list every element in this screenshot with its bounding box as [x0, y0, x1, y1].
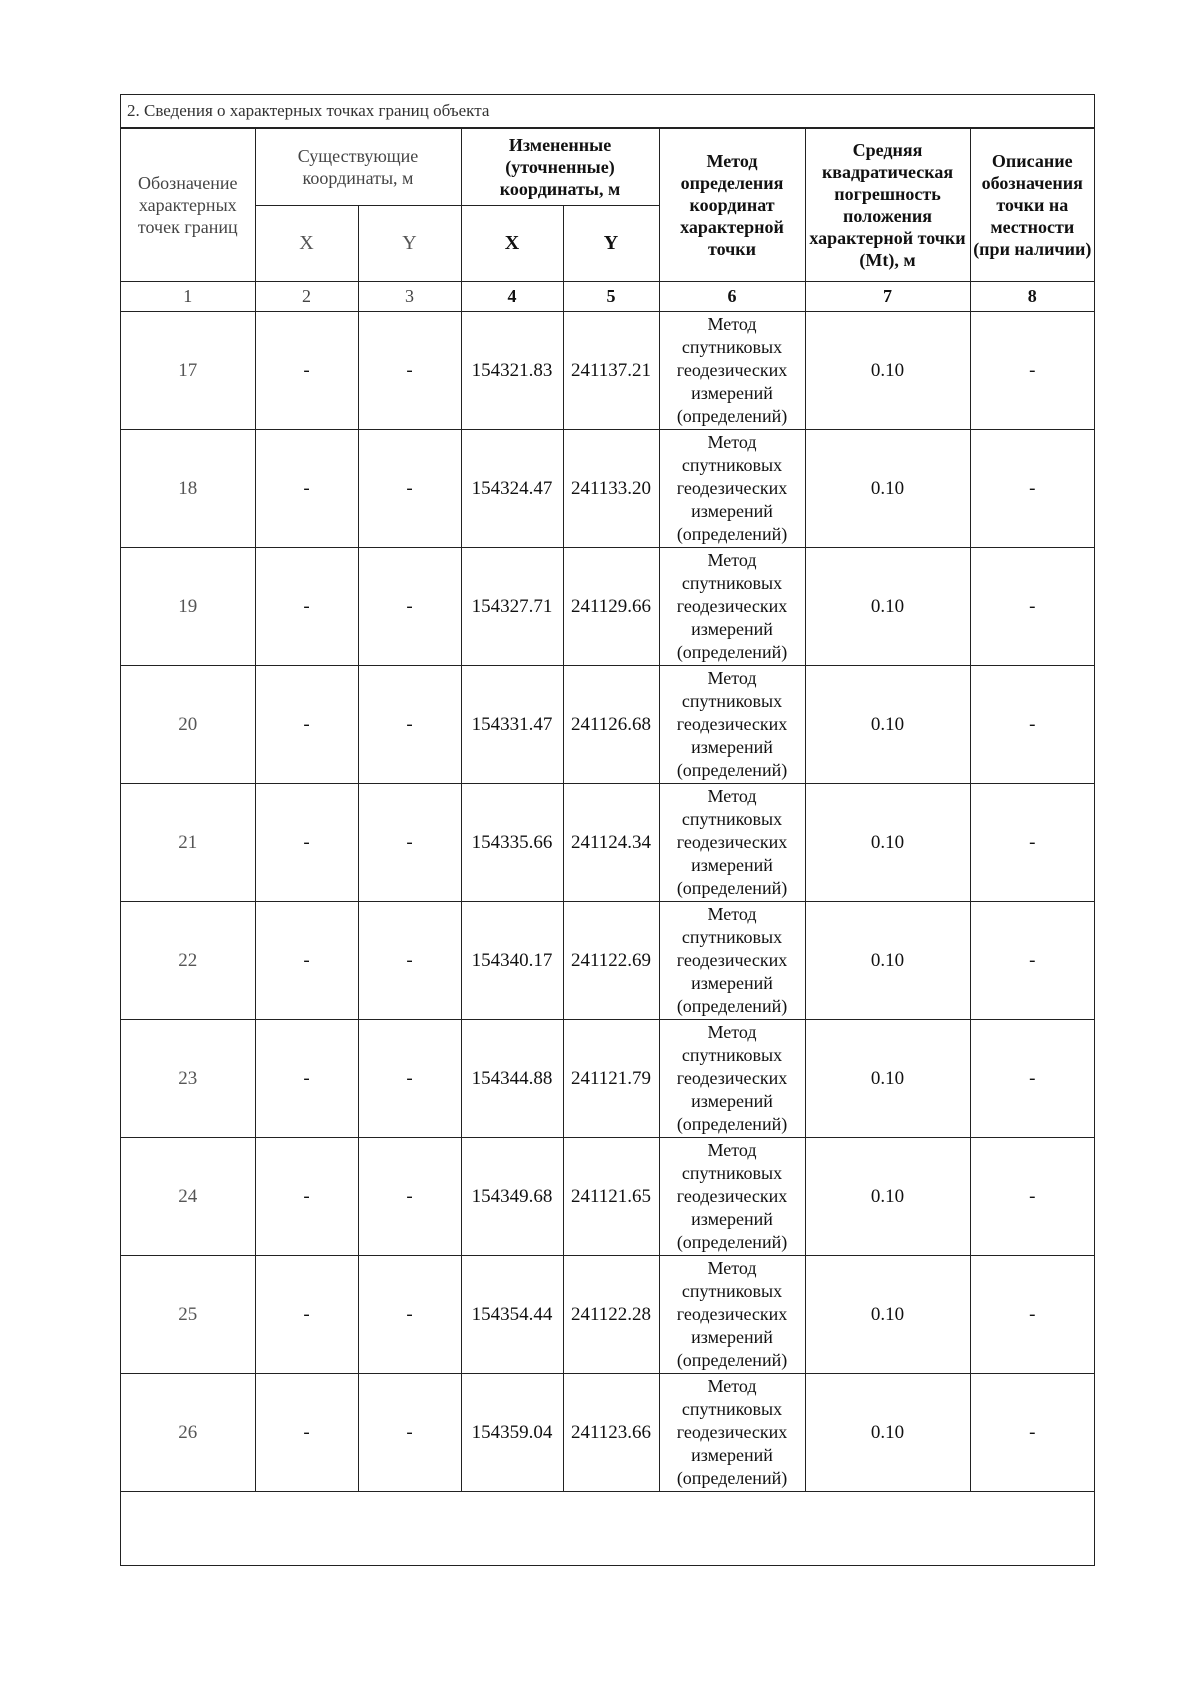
method-line: измерений — [691, 1445, 773, 1465]
description-cell: - — [970, 548, 1094, 666]
column-number: 2 — [255, 282, 358, 312]
y-changed-cell: 241121.65 — [563, 1138, 659, 1256]
method-line: Метод — [707, 314, 757, 334]
table-row — [121, 1020, 1094, 1138]
method-line: геодезических — [676, 1068, 788, 1088]
description-cell: - — [970, 1020, 1094, 1138]
mean-error-cell: 0.10 — [805, 1256, 970, 1374]
column-number: 8 — [970, 282, 1094, 312]
method-line: (определений) — [676, 996, 788, 1016]
mean-error-cell: 0.10 — [805, 1374, 970, 1492]
header-existing-coords: Существующие координаты, м — [255, 129, 461, 206]
column-number: 3 — [358, 282, 461, 312]
y-existing-cell: - — [358, 430, 461, 548]
x-changed-cell: 154340.17 — [461, 902, 563, 1020]
y-changed-cell: 241121.79 — [563, 1020, 659, 1138]
method-line: спутниковых — [681, 455, 783, 475]
method-line: спутниковых — [681, 1045, 783, 1065]
method-line: Метод — [707, 1258, 757, 1278]
x-existing-cell: - — [255, 666, 358, 784]
method-line: спутниковых — [681, 337, 783, 357]
method-line: Метод — [707, 550, 757, 570]
method-line: (определений) — [676, 524, 788, 544]
method-line: геодезических — [676, 596, 788, 616]
method-line: измерений — [691, 1091, 773, 1111]
description-cell: - — [970, 1256, 1094, 1374]
description-cell: - — [970, 784, 1094, 902]
method-line: спутниковых — [681, 1163, 783, 1183]
x-existing-cell: - — [255, 312, 358, 430]
method-line: геодезических — [676, 1304, 788, 1324]
method-line: (определений) — [676, 878, 788, 898]
method-cell — [659, 1374, 805, 1492]
y-changed-cell: 241137.21 — [563, 312, 659, 430]
mean-error-cell: 0.10 — [805, 784, 970, 902]
point-number-cell: 20 — [121, 666, 255, 784]
method-line: геодезических — [676, 1186, 788, 1206]
header-y-changed: Y — [563, 206, 659, 282]
point-number-cell: 25 — [121, 1256, 255, 1374]
method-line: измерений — [691, 501, 773, 521]
x-changed-cell: 154354.44 — [461, 1256, 563, 1374]
method-line: спутниковых — [681, 573, 783, 593]
y-existing-cell: - — [358, 1374, 461, 1492]
y-existing-cell: - — [358, 784, 461, 902]
method-line: Метод — [707, 1376, 757, 1396]
x-existing-cell: - — [255, 1256, 358, 1374]
x-existing-cell: - — [255, 1020, 358, 1138]
column-number-row — [121, 282, 1094, 312]
table-row — [121, 312, 1094, 430]
method-line: геодезических — [676, 832, 788, 852]
header-x-changed: X — [461, 206, 563, 282]
point-number-cell: 22 — [121, 902, 255, 1020]
y-existing-cell: - — [358, 666, 461, 784]
header-changed-coords: Измененные (уточненные) координаты, м — [461, 129, 659, 206]
method-line: спутниковых — [681, 1399, 783, 1419]
description-cell: - — [970, 430, 1094, 548]
y-existing-cell: - — [358, 1256, 461, 1374]
method-cell — [659, 902, 805, 1020]
x-existing-cell: - — [255, 548, 358, 666]
description-cell: - — [970, 1374, 1094, 1492]
method-line: Метод — [707, 432, 757, 452]
method-line: геодезических — [676, 950, 788, 970]
y-changed-cell: 241129.66 — [563, 548, 659, 666]
method-line: (определений) — [676, 406, 788, 426]
y-changed-cell: 241126.68 — [563, 666, 659, 784]
method-line: спутниковых — [681, 691, 783, 711]
method-line: спутниковых — [681, 927, 783, 947]
header-description: Описание обозначения точки на местности (при наличии) — [970, 129, 1094, 282]
x-changed-cell: 154327.71 — [461, 548, 563, 666]
mean-error-cell: 0.10 — [805, 548, 970, 666]
description-cell: - — [970, 312, 1094, 430]
mean-error-cell: 0.10 — [805, 430, 970, 548]
x-changed-cell: 154349.68 — [461, 1138, 563, 1256]
point-number-cell: 21 — [121, 784, 255, 902]
column-number: 6 — [659, 282, 805, 312]
column-number: 7 — [805, 282, 970, 312]
method-line: геодезических — [676, 1422, 788, 1442]
y-existing-cell: - — [358, 1020, 461, 1138]
x-changed-cell: 154359.04 — [461, 1374, 563, 1492]
x-existing-cell: - — [255, 1138, 358, 1256]
description-cell: - — [970, 902, 1094, 1020]
method-line: геодезических — [676, 360, 788, 380]
method-cell — [659, 548, 805, 666]
header-y-existing: Y — [358, 206, 461, 282]
x-existing-cell: - — [255, 1374, 358, 1492]
method-line: измерений — [691, 1209, 773, 1229]
section-title: 2. Сведения о характерных точках границ объекта — [121, 95, 1094, 128]
column-number: 5 — [563, 282, 659, 312]
header-x-existing: X — [255, 206, 358, 282]
point-number-cell: 18 — [121, 430, 255, 548]
method-line: (определений) — [676, 642, 788, 662]
x-changed-cell: 154331.47 — [461, 666, 563, 784]
method-cell — [659, 1138, 805, 1256]
header-method: Метод определения координат характерной точки — [659, 129, 805, 282]
table-row — [121, 1374, 1094, 1492]
method-line: (определений) — [676, 1232, 788, 1252]
column-number: 1 — [121, 282, 255, 312]
method-line: Метод — [707, 1140, 757, 1160]
method-line: геодезических — [676, 478, 788, 498]
empty-footer-area — [121, 1500, 1094, 1565]
x-changed-cell: 154321.83 — [461, 312, 563, 430]
method-line: (определений) — [676, 1114, 788, 1134]
x-existing-cell: - — [255, 784, 358, 902]
method-line: Метод — [707, 1022, 757, 1042]
method-line: измерений — [691, 737, 773, 757]
table-body — [121, 312, 1094, 1492]
method-line: Метод — [707, 668, 757, 688]
y-changed-cell: 241124.34 — [563, 784, 659, 902]
method-cell — [659, 312, 805, 430]
description-cell: - — [970, 1138, 1094, 1256]
method-line: (определений) — [676, 1350, 788, 1370]
method-line: измерений — [691, 619, 773, 639]
method-line: Метод — [707, 786, 757, 806]
y-existing-cell: - — [358, 548, 461, 666]
mean-error-cell: 0.10 — [805, 902, 970, 1020]
y-changed-cell: 241123.66 — [563, 1374, 659, 1492]
method-line: измерений — [691, 973, 773, 993]
method-line: Метод — [707, 904, 757, 924]
mean-error-cell: 0.10 — [805, 666, 970, 784]
method-cell — [659, 1020, 805, 1138]
x-changed-cell: 154335.66 — [461, 784, 563, 902]
header-point-designation: Обозначение характерных точек границ — [121, 129, 255, 282]
document-sheet — [120, 94, 1095, 1566]
method-line: (определений) — [676, 760, 788, 780]
y-changed-cell: 241122.69 — [563, 902, 659, 1020]
method-cell — [659, 430, 805, 548]
mean-error-cell: 0.10 — [805, 1020, 970, 1138]
x-existing-cell: - — [255, 430, 358, 548]
point-number-cell: 24 — [121, 1138, 255, 1256]
method-line: измерений — [691, 855, 773, 875]
table-row — [121, 430, 1094, 548]
x-changed-cell: 154344.88 — [461, 1020, 563, 1138]
header-mean-error: Средняя квадратическая погрешность положения характерной точки (Mt), м — [805, 129, 970, 282]
y-existing-cell: - — [358, 312, 461, 430]
table-row — [121, 666, 1094, 784]
y-existing-cell: - — [358, 902, 461, 1020]
method-line: спутниковых — [681, 809, 783, 829]
table-row — [121, 548, 1094, 666]
table-row — [121, 902, 1094, 1020]
method-cell — [659, 784, 805, 902]
x-changed-cell: 154324.47 — [461, 430, 563, 548]
method-line: (определений) — [676, 1468, 788, 1488]
method-line: измерений — [691, 1327, 773, 1347]
y-changed-cell: 241133.20 — [563, 430, 659, 548]
table-row — [121, 1256, 1094, 1374]
point-number-cell: 17 — [121, 312, 255, 430]
method-line: геодезических — [676, 714, 788, 734]
column-number: 4 — [461, 282, 563, 312]
y-changed-cell: 241122.28 — [563, 1256, 659, 1374]
table-row — [121, 1138, 1094, 1256]
point-number-cell: 26 — [121, 1374, 255, 1492]
boundary-points-table — [121, 128, 1094, 1492]
mean-error-cell: 0.10 — [805, 1138, 970, 1256]
x-existing-cell: - — [255, 902, 358, 1020]
point-number-cell: 23 — [121, 1020, 255, 1138]
method-cell — [659, 666, 805, 784]
table-row — [121, 784, 1094, 902]
y-existing-cell: - — [358, 1138, 461, 1256]
mean-error-cell: 0.10 — [805, 312, 970, 430]
method-cell — [659, 1256, 805, 1374]
method-line: измерений — [691, 383, 773, 403]
point-number-cell: 19 — [121, 548, 255, 666]
method-line: спутниковых — [681, 1281, 783, 1301]
description-cell: - — [970, 666, 1094, 784]
